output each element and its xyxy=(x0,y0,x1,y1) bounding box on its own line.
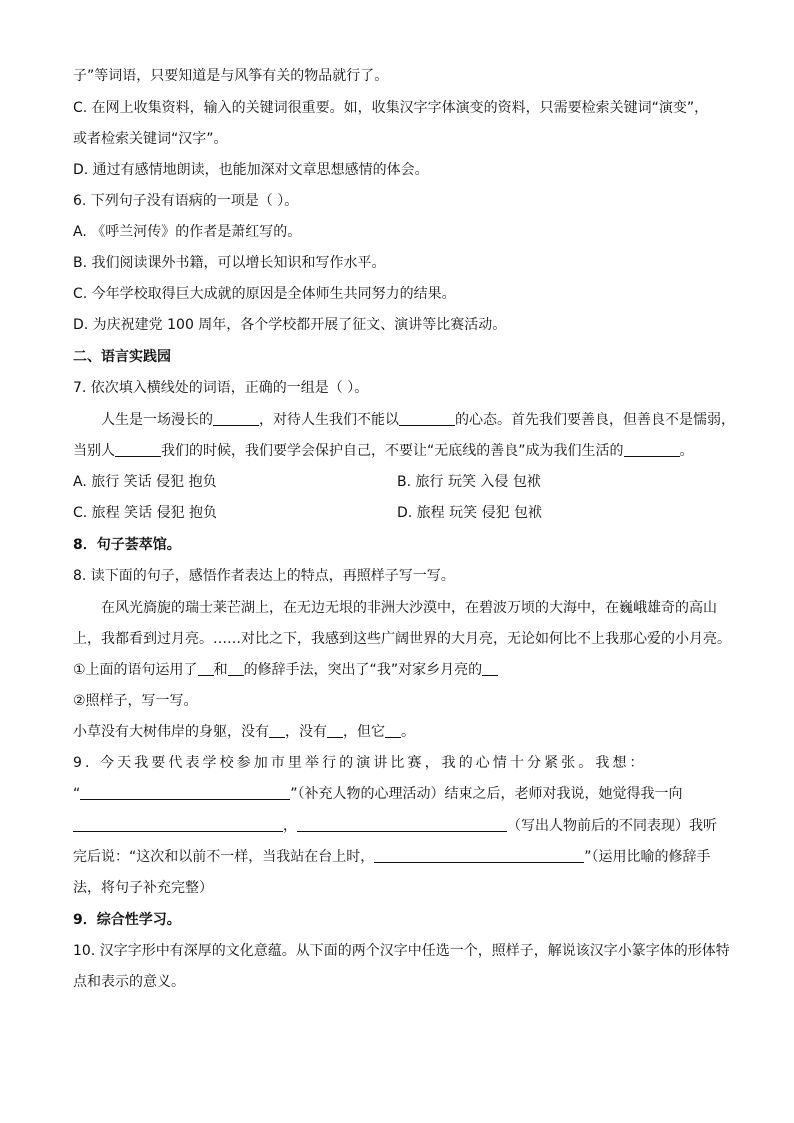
text-span: 的心态。首先我们要善良，但善良不是懦弱， xyxy=(455,412,735,428)
q9-line-4 xyxy=(73,847,733,867)
option-d-q5: D. 通过有感情地朗读，也能加深对文章思想感情的体会。 xyxy=(73,162,429,178)
text-span: ①上面的语句运用了 xyxy=(73,662,198,678)
text-span: 的修辞手法，突出了“我”对家乡月亮的 xyxy=(243,662,483,678)
section-heading-9: 9．综合性学习。 xyxy=(73,912,181,928)
text-span: 小草没有大树伟岸的身躯，没有 xyxy=(73,724,269,740)
q8-passage-line-2: 上，我都看到过月亮。……对比之下，我感到这些广阔世界的大月亮，无论如何比不上我那心爱的小月亮。 xyxy=(73,631,731,647)
option-b-q6: B. 我们阅读课外书籍，可以增长知识和写作水平。 xyxy=(73,255,386,271)
option-d-q7: D. 旅程 玩笑 侵犯 包袱 xyxy=(397,505,543,521)
blank-line[interactable] xyxy=(198,661,214,676)
question-9: 9. 今天我要代表学校参加市里举行的演讲比赛，我的心情十分紧张。我想： xyxy=(73,755,647,771)
text-span: 和 xyxy=(213,662,228,678)
blank-line[interactable] xyxy=(327,723,343,738)
text-line: 或者检索关键词“汉字”。 xyxy=(73,131,228,147)
text-span: ”（运用比喻的修辞手 xyxy=(584,849,711,865)
q8-example-line xyxy=(73,722,733,742)
q9-line-5: 法，将句子补充完整） xyxy=(73,880,213,896)
q8-sub-2: ②照样子，写一写。 xyxy=(73,693,198,709)
blank-line[interactable] xyxy=(482,661,498,676)
section-heading-2: 二、语言实践园 xyxy=(73,349,171,365)
blank-line[interactable] xyxy=(80,785,290,800)
q8-sub-1 xyxy=(73,660,733,680)
q9-line-3 xyxy=(73,816,733,836)
q9-line-2 xyxy=(73,784,733,804)
text-span: ，但它 xyxy=(343,724,385,740)
question-6: 6. 下列句子没有语病的一项是（ ）。 xyxy=(73,193,299,209)
text-line: 子”等词语，只要知道是与风筝有关的物品就行了。 xyxy=(73,68,389,84)
question-10: 10. 汉字字形中有深厚的文化意蕴。从下面的两个汉字中任选一个，照样子，解说该汉字小篆字体的形体特 xyxy=(73,943,730,959)
blank-line[interactable] xyxy=(269,723,285,738)
q8-passage-line-1: 在风光旖旎的瑞士莱芒湖上，在无边无垠的非洲大沙漠中，在碧波万顷的大海中，在巍峨雄奇的高山 xyxy=(101,600,717,616)
blank-line[interactable] xyxy=(73,817,283,832)
text-span: 。 xyxy=(679,443,694,459)
text-span: 完后说：“这次和以前不一样，当我站在台上时， xyxy=(73,849,375,865)
option-c-q5: C. 在网上收集资料，输入的关键词很重要。如，收集汉字字体演变的资料，只需要检索关键词“演变”， xyxy=(73,100,709,116)
text-span: “ xyxy=(73,786,81,802)
text-span: 我们的时候，我们要学会保护自己，不要让“无底线的善良”成为我们生活的 xyxy=(161,443,624,459)
option-c-q6: C. 今年学校取得巨大成就的原因是全体师生共同努力的结果。 xyxy=(73,286,456,302)
option-c-q7: C. 旅程 笑话 侵犯 抱负 xyxy=(73,505,218,521)
option-d-q6: D. 为庆祝建党 100 周年，各个学校都开展了征文、演讲等比赛活动。 xyxy=(73,317,507,333)
option-a-q6: A. 《呼兰河传》的作者是萧红写的。 xyxy=(73,224,302,240)
q7-passage-line-2 xyxy=(73,441,733,461)
blank-line[interactable] xyxy=(374,848,584,863)
text-span: 当别人 xyxy=(73,443,115,459)
text-span: （写出人物前后的不同表现）我听 xyxy=(507,818,717,834)
blank-line[interactable] xyxy=(228,661,244,676)
text-span: ，对待人生我们不能以 xyxy=(259,412,399,428)
text-span: ， xyxy=(283,818,297,834)
option-b-q7: B. 旅行 玩笑 入侵 包袱 xyxy=(397,474,541,490)
question-8: 8. 读下面的句子，感悟作者表达上的特点，再照样子写一写。 xyxy=(73,568,455,584)
blank-line[interactable] xyxy=(624,442,680,457)
blank-line[interactable] xyxy=(399,411,455,426)
option-a-q7: A. 旅行 笑话 侵犯 抱负 xyxy=(73,474,217,490)
blank-line[interactable] xyxy=(115,442,161,457)
q10-line-2: 点和表示的意义。 xyxy=(73,974,185,990)
text-span: 人生是一场漫长的 xyxy=(101,412,213,428)
section-heading-8: 8．句子荟萃馆。 xyxy=(73,537,181,553)
q7-passage-line-1 xyxy=(101,410,761,430)
text-span: ，没有 xyxy=(285,724,327,740)
text-span: 。 xyxy=(401,724,415,740)
blank-line[interactable] xyxy=(385,723,401,738)
blank-line[interactable] xyxy=(213,411,259,426)
question-7: 7. 依次填入横线处的词语，正确的一组是（ ）。 xyxy=(73,380,369,396)
blank-line[interactable] xyxy=(297,817,507,832)
text-span: ”（补充人物的心理活动）结束之后，老师对我说，她觉得我一向 xyxy=(290,786,683,802)
